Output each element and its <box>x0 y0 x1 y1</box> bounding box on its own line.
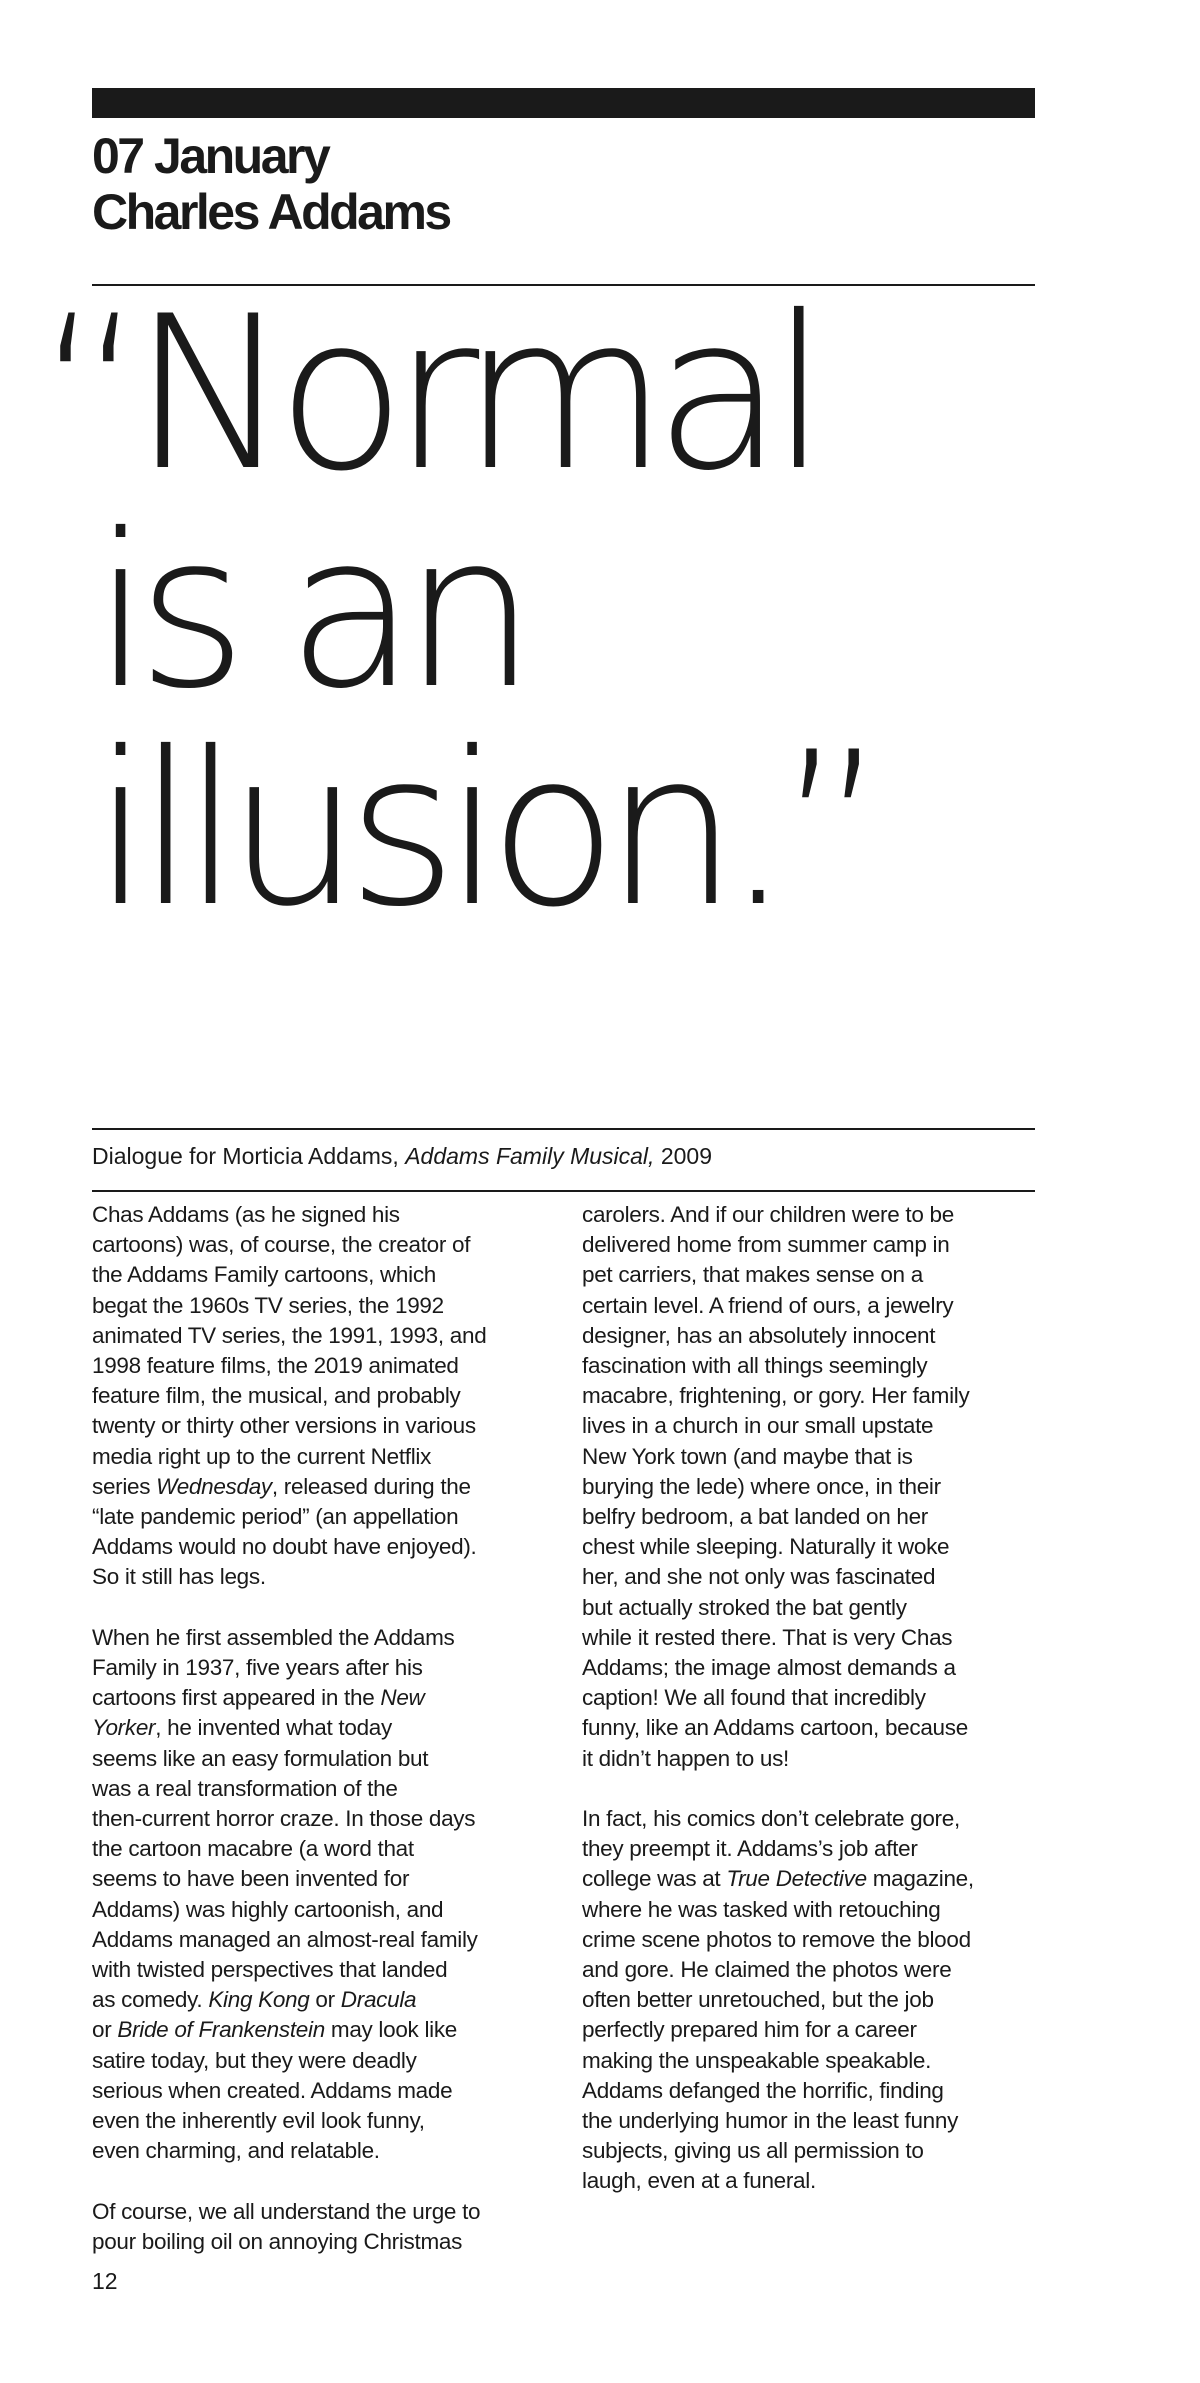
text-run: magazine, <box>866 1866 974 1892</box>
text-run: often better unretouched, but the job <box>582 1987 934 2013</box>
text-line <box>582 1864 1052 1894</box>
text-line <box>92 2227 562 2257</box>
text-run: even charming, and relatable. <box>92 2138 380 2164</box>
text-line <box>582 1291 1052 1321</box>
text-line <box>92 1925 562 1955</box>
text-line <box>582 1381 1052 1411</box>
text-run: begat the 1960s TV series, the 1992 <box>92 1292 444 1318</box>
text-run: laugh, even at a funeral. <box>582 2168 816 2194</box>
text-line <box>92 1472 562 1502</box>
paragraph <box>582 1200 1052 1774</box>
text-line <box>92 1774 562 1804</box>
text-run: her, and she not only was fascinated <box>582 1564 936 1590</box>
text-run: delivered home from summer camp in <box>582 1232 950 1258</box>
text-run: or <box>92 2017 118 2043</box>
text-run: seems like an easy formulation but <box>92 1745 429 1771</box>
quote-attribution <box>92 1140 1035 1172</box>
text-line <box>92 2106 562 2136</box>
text-line <box>582 1532 1052 1562</box>
text-line <box>92 2046 562 2076</box>
text-run: When he first assembled the Addams <box>92 1624 455 1650</box>
text-run: pet carriers, that makes sense on a <box>582 1262 923 1288</box>
text-run: they preempt it. Addams’s job after <box>582 1836 918 1862</box>
italic-title: Dracula <box>340 1987 417 2013</box>
paragraph <box>92 1623 562 2167</box>
text-run: Chas Addams (as he signed his <box>92 1202 400 1227</box>
italic-title: Bride of Frankenstein <box>117 2017 325 2043</box>
text-line <box>92 1653 562 1683</box>
text-line <box>92 1200 562 1230</box>
text-line <box>92 1864 562 1894</box>
text-run: caption! We all found that incredibly <box>582 1685 926 1711</box>
text-run: fascination with all things seemingly <box>582 1353 928 1379</box>
text-run: perfectly prepared him for a career <box>582 2017 917 2043</box>
text-line <box>582 1985 1052 2015</box>
text-run: burying the lede) where once, in their <box>582 1473 941 1499</box>
text-line <box>92 1291 562 1321</box>
text-line <box>582 1442 1052 1472</box>
text-run: , released during the <box>271 1473 471 1499</box>
text-line <box>582 1713 1052 1743</box>
text-line <box>582 1834 1052 1864</box>
text-run: carolers. And if our children were to be <box>582 1202 954 1227</box>
text-line <box>92 1532 562 1562</box>
header-name: Charles Addams <box>92 184 450 240</box>
text-line <box>92 2076 562 2106</box>
text-line <box>582 1683 1052 1713</box>
text-run: New York town (and maybe that is <box>582 1443 913 1469</box>
text-line <box>582 2106 1052 2136</box>
paragraph <box>582 1804 1052 2197</box>
text-run: serious when created. Addams made <box>92 2077 453 2103</box>
quote-line-1: “Normal <box>36 270 815 517</box>
text-line <box>582 2076 1052 2106</box>
header-bar <box>92 88 1035 118</box>
text-line <box>92 1744 562 1774</box>
text-line <box>92 1260 562 1290</box>
quote-line-3: illusion.” <box>92 706 874 953</box>
text-line <box>92 1955 562 1985</box>
body-column-left <box>92 1200 562 2287</box>
page-number: 12 <box>92 2268 118 2294</box>
page-header <box>92 128 1035 240</box>
caption-top-divider <box>92 1128 1035 1130</box>
quote-line-2: is an <box>92 488 524 735</box>
text-run: belfry bedroom, a bat landed on her <box>582 1504 928 1530</box>
text-run: crime scene photos to remove the blood <box>582 1926 971 1952</box>
text-line <box>92 1411 562 1441</box>
text-line <box>582 1593 1052 1623</box>
text-run: cartoons first appeared in the <box>92 1685 381 1711</box>
text-run: college was at <box>582 1866 727 1892</box>
italic-title: True Detective <box>726 1866 867 1892</box>
text-run: satire today, but they were deadly <box>92 2047 417 2073</box>
text-line <box>92 1381 562 1411</box>
text-run: making the unspeakable speakable. <box>582 2047 932 2073</box>
text-run: Addams defanged the horrific, finding <box>582 2077 944 2103</box>
text-line <box>92 1985 562 2015</box>
text-run: but actually stroked the bat gently <box>582 1594 907 1620</box>
text-run: Addams would no doubt have enjoyed). <box>92 1534 477 1560</box>
text-run: and gore. He claimed the photos were <box>582 1957 952 1983</box>
text-run: seems to have been invented for <box>92 1866 410 1892</box>
text-run: certain level. A friend of ours, a jewelry <box>582 1292 954 1318</box>
text-run: , he invented what today <box>155 1715 392 1741</box>
text-line <box>92 1321 562 1351</box>
text-line <box>582 2166 1052 2196</box>
text-line <box>582 1895 1052 1925</box>
text-line <box>582 1804 1052 1834</box>
text-line <box>582 1502 1052 1532</box>
text-run: where he was tasked with retouching <box>582 1896 941 1922</box>
caption-work: Addams Family Musical, <box>405 1143 655 1169</box>
text-run: Addams; the image almost demands a <box>582 1655 956 1681</box>
text-run: was a real transformation of the <box>92 1775 398 1801</box>
text-run: feature film, the musical, and probably <box>92 1383 461 1409</box>
text-line <box>582 1260 1052 1290</box>
italic-title: Yorker <box>92 1715 156 1741</box>
text-line <box>582 1200 1052 1230</box>
text-run: pour boiling oil on annoying Christmas <box>92 2228 463 2254</box>
text-line <box>92 1834 562 1864</box>
text-line <box>92 2197 562 2227</box>
italic-title: Wednesday <box>156 1473 272 1499</box>
text-run: while it rested there. That is very Chas <box>582 1624 953 1650</box>
text-run: the cartoon macabre (a word that <box>92 1836 414 1862</box>
text-run: Family in 1937, five years after his <box>92 1655 423 1681</box>
text-run: animated TV series, the 1991, 1993, and <box>92 1322 487 1348</box>
text-run: funny, like an Addams cartoon, because <box>582 1715 968 1741</box>
text-run: as comedy. <box>92 1987 209 2013</box>
pull-quote <box>36 270 1036 953</box>
text-run: 1998 feature films, the 2019 animated <box>92 1353 459 1379</box>
text-run: chest while sleeping. Naturally it woke <box>582 1534 950 1560</box>
text-line <box>582 1472 1052 1502</box>
text-line <box>582 2046 1052 2076</box>
caption-bottom-divider <box>92 1190 1035 1192</box>
text-run: designer, has an absolutely innocent <box>582 1322 936 1348</box>
body-column-right <box>582 1200 1052 2227</box>
text-line <box>92 1713 562 1743</box>
text-line <box>92 1351 562 1381</box>
text-run: So it still has legs. <box>92 1564 266 1590</box>
text-line <box>582 1351 1052 1381</box>
paragraph <box>92 1200 562 1593</box>
text-line <box>582 1744 1052 1774</box>
text-line <box>582 2015 1052 2045</box>
text-line <box>582 1411 1052 1441</box>
text-line <box>92 1623 562 1653</box>
text-line <box>92 2136 562 2166</box>
italic-title: New <box>380 1685 425 1711</box>
text-run: macabre, frightening, or gory. Her family <box>582 1383 970 1409</box>
text-line <box>92 1230 562 1260</box>
text-line <box>582 1321 1052 1351</box>
text-line <box>582 2136 1052 2166</box>
text-run: lives in a church in our small upstate <box>582 1413 934 1439</box>
text-run: it didn’t happen to us! <box>582 1745 790 1771</box>
text-line <box>92 1683 562 1713</box>
italic-title: King Kong <box>208 1987 310 2013</box>
text-run: twenty or thirty other versions in various <box>92 1413 476 1439</box>
text-line <box>582 1955 1052 1985</box>
text-line <box>92 1442 562 1472</box>
text-line <box>582 1623 1052 1653</box>
paragraph <box>92 2197 562 2257</box>
caption-year: 2009 <box>654 1143 712 1169</box>
text-line <box>582 1562 1052 1592</box>
text-line <box>582 1653 1052 1683</box>
text-line <box>92 1562 562 1592</box>
text-run: Of course, we all understand the urge to <box>92 2198 481 2224</box>
header-date: 07 January <box>92 128 329 184</box>
text-run: Addams managed an almost-real family <box>92 1926 478 1952</box>
text-run: Addams) was highly cartoonish, and <box>92 1896 444 1922</box>
text-line <box>582 1230 1052 1260</box>
text-run: media right up to the current Netflix <box>92 1443 432 1469</box>
text-run: then-current horror craze. In those days <box>92 1806 476 1832</box>
text-line <box>92 2015 562 2045</box>
text-line <box>92 1804 562 1834</box>
caption-prefix: Dialogue for Morticia Addams, <box>92 1143 406 1169</box>
text-run: series <box>92 1473 157 1499</box>
text-run: or <box>309 1987 341 2013</box>
text-run: “late pandemic period” (an appellation <box>92 1504 459 1530</box>
text-line <box>92 1502 562 1532</box>
text-run: subjects, giving us all permission to <box>582 2138 924 2164</box>
text-run: may look like <box>324 2017 458 2043</box>
text-run: even the inherently evil look funny, <box>92 2108 425 2134</box>
text-run: In fact, his comics don’t celebrate gore, <box>582 1806 960 1832</box>
text-line <box>92 1895 562 1925</box>
text-run: with twisted perspectives that landed <box>92 1957 448 1983</box>
text-run: the underlying humor in the least funny <box>582 2108 959 2134</box>
text-run: cartoons) was, of course, the creator of <box>92 1232 471 1258</box>
text-line <box>582 1925 1052 1955</box>
text-run: the Addams Family cartoons, which <box>92 1262 437 1288</box>
